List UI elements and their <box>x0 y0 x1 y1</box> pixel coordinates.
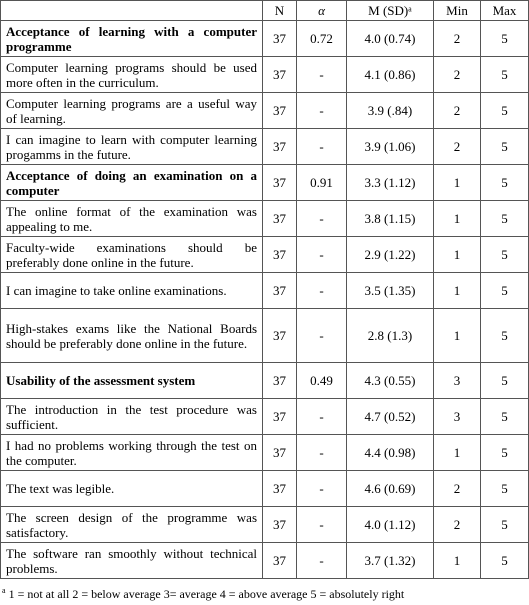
cell-mean-sd: 2.8 (1.3) <box>347 309 434 363</box>
cell-min: 1 <box>434 273 481 309</box>
cell-mean-sd: 3.9 (1.06) <box>347 129 434 165</box>
row-label: The online format of the examination was appealing to me. <box>1 201 263 237</box>
cell-max: 5 <box>481 309 529 363</box>
cell-min: 1 <box>434 435 481 471</box>
cell-min: 2 <box>434 129 481 165</box>
cell-n: 37 <box>263 237 297 273</box>
cell-alpha: 0.49 <box>297 363 347 399</box>
header-item <box>1 1 263 21</box>
cell-alpha: - <box>297 507 347 543</box>
cell-n: 37 <box>263 21 297 57</box>
cell-min: 1 <box>434 165 481 201</box>
cell-max: 5 <box>481 201 529 237</box>
cell-min: 2 <box>434 93 481 129</box>
cell-n: 37 <box>263 57 297 93</box>
header-mean-sd: M (SD)ᵃ <box>347 1 434 21</box>
row-label: Computer learning programs should be used more often in the curriculum. <box>1 57 263 93</box>
item-row <box>1 57 529 93</box>
cell-max: 5 <box>481 363 529 399</box>
cell-mean-sd: 4.0 (1.12) <box>347 507 434 543</box>
cell-n: 37 <box>263 363 297 399</box>
cell-min: 2 <box>434 57 481 93</box>
cell-alpha: - <box>297 57 347 93</box>
cell-n: 37 <box>263 129 297 165</box>
cell-n: 37 <box>263 93 297 129</box>
item-row <box>1 309 529 363</box>
scale-row <box>1 363 529 399</box>
row-label: The screen design of the programme was satisfactory. <box>1 507 263 543</box>
cell-mean-sd: 3.9 (.84) <box>347 93 434 129</box>
cell-n: 37 <box>263 309 297 363</box>
cell-alpha: - <box>297 273 347 309</box>
row-label: Computer learning programs are a useful way of learning. <box>1 93 263 129</box>
row-label: I can imagine to take online examinations. <box>1 273 263 309</box>
row-label: I can imagine to learn with computer learning progamms in the future. <box>1 129 263 165</box>
cell-max: 5 <box>481 165 529 201</box>
row-label: The software ran smoothly without technical problems. <box>1 543 263 579</box>
cell-min: 3 <box>434 363 481 399</box>
cell-alpha: 0.72 <box>297 21 347 57</box>
cell-mean-sd: 3.8 (1.15) <box>347 201 434 237</box>
footnote-text: 1 = not at all 2 = below average 3= average 4 = above average 5 = absolutely right <box>8 587 405 601</box>
cell-max: 5 <box>481 273 529 309</box>
item-row <box>1 237 529 273</box>
item-row <box>1 201 529 237</box>
cell-mean-sd: 3.5 (1.35) <box>347 273 434 309</box>
scale-row <box>1 165 529 201</box>
cell-max: 5 <box>481 435 529 471</box>
cell-alpha: 0.91 <box>297 165 347 201</box>
cell-max: 5 <box>481 507 529 543</box>
cell-max: 5 <box>481 21 529 57</box>
item-row <box>1 93 529 129</box>
cell-alpha: - <box>297 201 347 237</box>
cell-max: 5 <box>481 237 529 273</box>
cell-max: 5 <box>481 399 529 435</box>
cell-alpha: - <box>297 471 347 507</box>
cell-mean-sd: 4.3 (0.55) <box>347 363 434 399</box>
header-min: Min <box>434 1 481 21</box>
cell-alpha: - <box>297 435 347 471</box>
cell-min: 2 <box>434 507 481 543</box>
row-label: I had no problems working through the test on the computer. <box>1 435 263 471</box>
header-row <box>1 1 529 21</box>
scale-row <box>1 21 529 57</box>
cell-n: 37 <box>263 435 297 471</box>
footnote <box>2 587 404 602</box>
cell-alpha: - <box>297 237 347 273</box>
cell-min: 1 <box>434 201 481 237</box>
cell-min: 3 <box>434 399 481 435</box>
cell-n: 37 <box>263 399 297 435</box>
footnote-marker: a <box>2 586 6 595</box>
row-label: Acceptance of learning with a computer programme <box>1 21 263 57</box>
cell-n: 37 <box>263 273 297 309</box>
cell-mean-sd: 4.4 (0.98) <box>347 435 434 471</box>
item-row <box>1 435 529 471</box>
cell-alpha: - <box>297 399 347 435</box>
cell-alpha: - <box>297 129 347 165</box>
header-max: Max <box>481 1 529 21</box>
cell-alpha: - <box>297 93 347 129</box>
cell-alpha: - <box>297 543 347 579</box>
cell-min: 1 <box>434 309 481 363</box>
row-label: Acceptance of doing an examination on a computer <box>1 165 263 201</box>
cell-alpha: - <box>297 309 347 363</box>
header-alpha: α <box>297 1 347 21</box>
cell-n: 37 <box>263 471 297 507</box>
cell-mean-sd: 2.9 (1.22) <box>347 237 434 273</box>
cell-max: 5 <box>481 93 529 129</box>
cell-mean-sd: 3.3 (1.12) <box>347 165 434 201</box>
cell-max: 5 <box>481 471 529 507</box>
cell-n: 37 <box>263 543 297 579</box>
cell-n: 37 <box>263 165 297 201</box>
row-label: Usability of the assessment system <box>1 363 263 399</box>
item-row <box>1 543 529 579</box>
item-row <box>1 399 529 435</box>
cell-mean-sd: 4.6 (0.69) <box>347 471 434 507</box>
cell-mean-sd: 4.0 (0.74) <box>347 21 434 57</box>
row-label: The introduction in the test procedure was sufficient. <box>1 399 263 435</box>
cell-mean-sd: 3.7 (1.32) <box>347 543 434 579</box>
cell-min: 1 <box>434 237 481 273</box>
row-label: Faculty-wide examinations should be preferably done online in the future. <box>1 237 263 273</box>
item-row <box>1 129 529 165</box>
cell-mean-sd: 4.7 (0.52) <box>347 399 434 435</box>
cell-min: 2 <box>434 471 481 507</box>
cell-max: 5 <box>481 543 529 579</box>
item-row <box>1 507 529 543</box>
cell-n: 37 <box>263 507 297 543</box>
cell-n: 37 <box>263 201 297 237</box>
item-row <box>1 273 529 309</box>
row-label: High-stakes exams like the National Boards should be preferably done online in the future. <box>1 309 263 363</box>
row-label: The text was legible. <box>1 471 263 507</box>
cell-max: 5 <box>481 57 529 93</box>
item-row <box>1 471 529 507</box>
cell-min: 1 <box>434 543 481 579</box>
cell-max: 5 <box>481 129 529 165</box>
cell-mean-sd: 4.1 (0.86) <box>347 57 434 93</box>
header-n: N <box>263 1 297 21</box>
cell-min: 2 <box>434 21 481 57</box>
